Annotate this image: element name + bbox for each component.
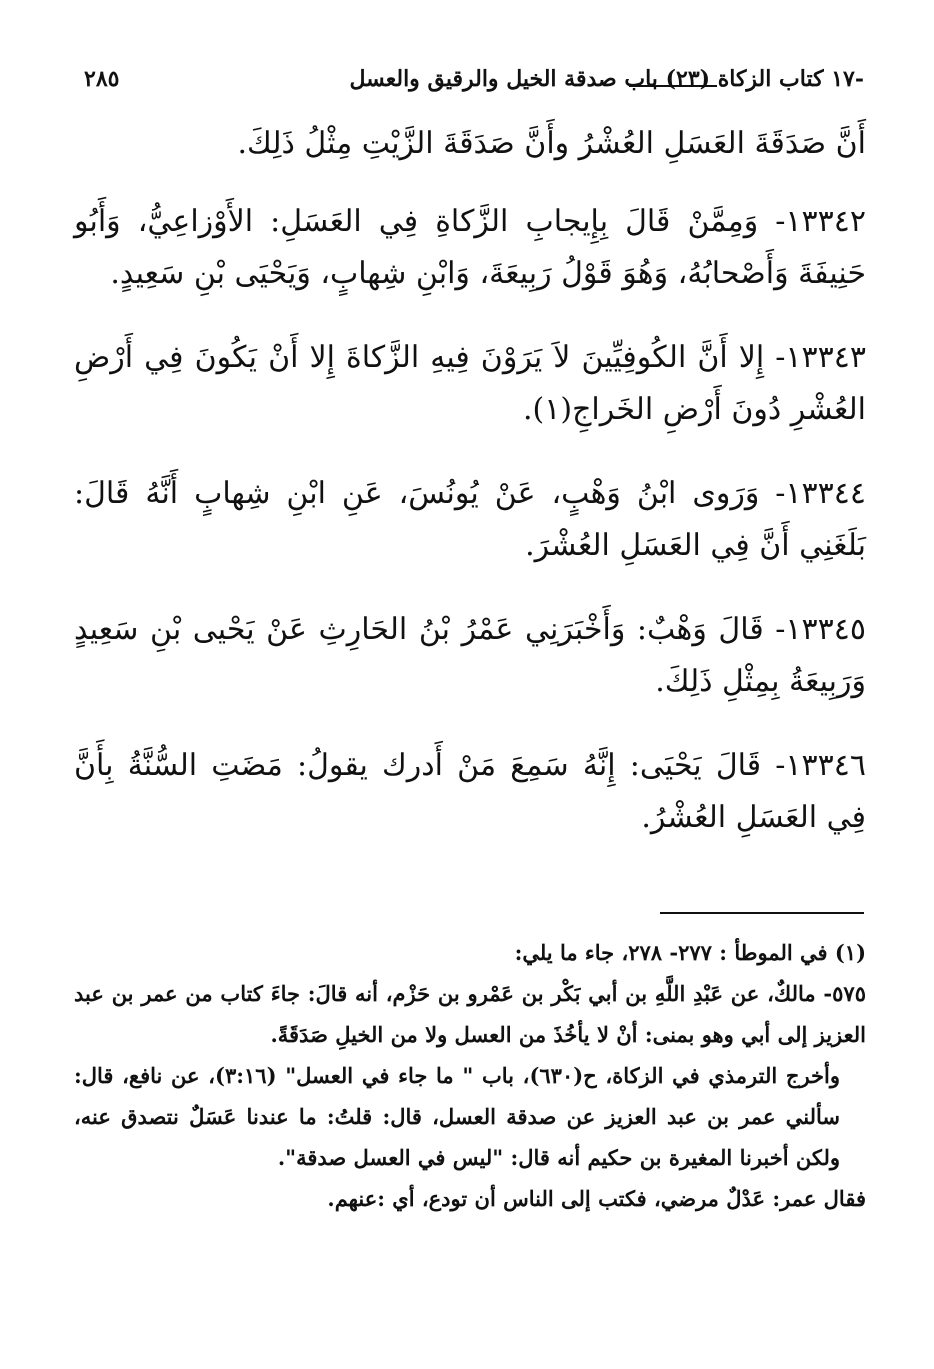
paragraph: ١٣٣٤٢- وَمِمَّنْ قَالَ بِإِيجابِ الزَّكاةِ فِي العَسَلِ: الأَوْزاعِيُّ، وَأَبُو حَنِيفَةَ وَأَصْحابُهُ، وَهُوَ قَوْلُ رَبِيعَةَ، وَابْنِ شِهابٍ، وَيَحْيَى بْنِ سَعِيدٍ.	[74, 204, 866, 291]
footnote-line: (١) في الموطأ : ٢٧٧- ٢٧٨، جاء ما يلي:	[514, 940, 866, 965]
footnote-line: وأخرج الترمذي في الزكاة، ح(٦٣٠)، باب " ما جاء في العسل" (٣:١٦)، عن نافع، قال: سألني عمر بن عبد العزيز عن صدقة العسل، قال: قلتُ: ما عندنا عَسَلٌ نتصدق عنه، ولكن أخبرنا المغيرة بن حكيم أنه قال: "ليس في العسل صدقة".	[74, 1063, 840, 1170]
paragraph: ١٣٣٤٦- قَالَ يَحْيَى: إِنَّهُ سَمِعَ مَنْ أَدرك يقولُ: مَضَتِ السُّنَّةُ بِأَنَّ فِي العَسَلِ العُشْرُ.	[74, 748, 866, 835]
paragraph: ١٣٣٤٤- وَرَوى ابْنُ وَهْبٍ، عَنْ يُونُسَ، عَنِ ابْنِ شِهابٍ أَنَّهُ قَالَ: بَلَغَنِي أَنَّ فِي العَسَلِ العُشْرَ.	[74, 476, 866, 563]
footnote-line: فقال عمر: عَدْلٌ مرضي، فكتب إلى الناس أن تودع، أي :عنهم.	[327, 1186, 866, 1211]
footnotes	[74, 932, 866, 1219]
paragraph: ١٣٣٤٣- إِلا أَنَّ الكُوفِيِّينَ لاَ يَرَوْنَ فِيهِ الزَّكاةَ إِلا أَنْ يَكُونَ فِي أَرْضِ العُشْرِ دُونَ أَرْضِ الخَراجِ(١).	[74, 340, 866, 427]
running-title: -١٧ كتاب الزكاة (٢٣) باب صدقة الخيل والرقيق والعسل	[349, 66, 864, 92]
page-number: ٢٨٥	[84, 66, 120, 92]
main-text	[74, 118, 866, 876]
footnote-separator	[660, 912, 864, 914]
footnote-line: ٥٧٥- مالكٌ، عن عَبْدِ اللَّهِ بن أبي بَكْر بن عَمْرو بن حَزْم، أنه قالَ: جاءَ كتاب من عمر بن عبد العزيز إلى أبي وهو بمنى: أنْ لا يأخُذَ من العسل ولا من الخيلِ صَدَقَةً.	[74, 981, 866, 1047]
paragraph: أَنَّ صَدَقَةَ العَسَلِ العُشْرُ وأَنَّ صَدَقَةَ الزَّيْتِ مِثْلُ ذَلِكَ.	[237, 126, 866, 161]
paragraph: ١٣٣٤٥- قَالَ وَهْبٌ: وَأَخْبَرَنِي عَمْرُ بْنُ الحَارِثِ عَنْ يَحْيى بْنِ سَعِيدٍ وَرَبِيعَةُ بِمِثْلِ ذَلِكَ.	[74, 612, 866, 699]
running-header	[74, 66, 864, 106]
